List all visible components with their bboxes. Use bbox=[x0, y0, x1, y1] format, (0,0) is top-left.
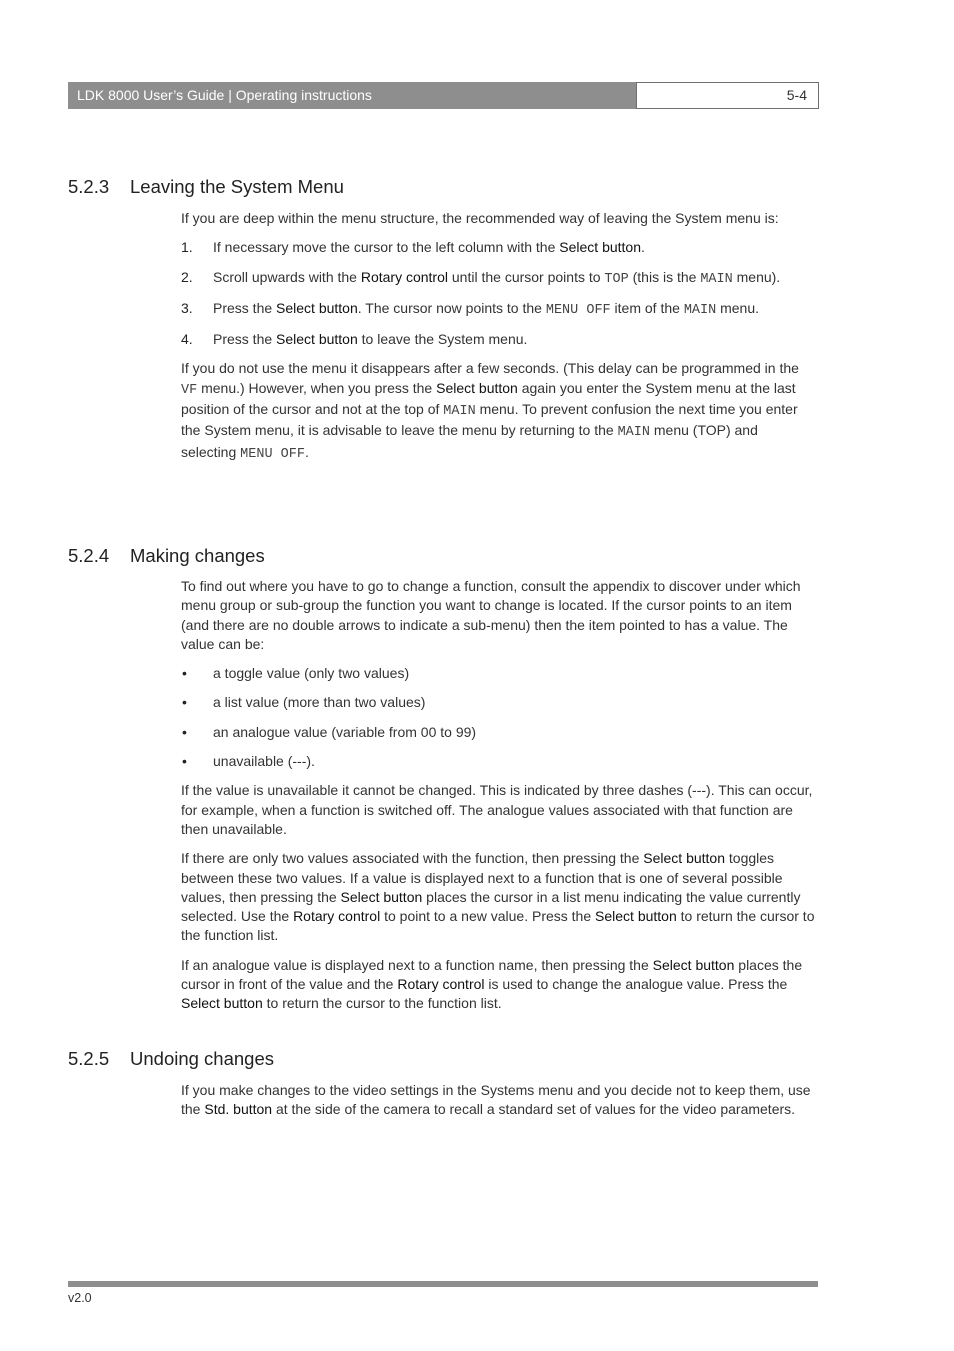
list-item bbox=[181, 693, 817, 712]
list-item-text: unavailable (---). bbox=[213, 753, 315, 770]
step-item bbox=[181, 299, 817, 320]
bullet-icon: • bbox=[182, 665, 187, 682]
step-number: 4. bbox=[181, 331, 193, 348]
control-name: Select button bbox=[276, 331, 358, 348]
value-types-list bbox=[181, 664, 817, 771]
body-paragraph: If there are only two values associated with the function, then pressing the Select button toggles between these two values. If a value is displayed next to a function that is one of several possible values, then pressing the Select button places the cursor in a list menu indicating the value currently selected. Use the Rotary control to point to a new value. Press the Select button to return the cursor to the function list. bbox=[181, 850, 815, 944]
control-name: Select button bbox=[595, 908, 677, 925]
section-title-leaving-system-menu bbox=[68, 176, 344, 198]
header-title-bar bbox=[68, 82, 636, 109]
step-item bbox=[181, 330, 817, 349]
menu-item-code: MENU OFF bbox=[240, 446, 305, 462]
section-title-making-changes bbox=[68, 545, 265, 567]
control-name: Select button bbox=[340, 888, 423, 905]
step-number: 2. bbox=[181, 268, 193, 285]
list-item bbox=[181, 752, 817, 771]
section-heading: Making changes bbox=[130, 545, 265, 566]
menu-item-code: MAIN bbox=[700, 271, 733, 287]
control-name: Rotary control bbox=[293, 908, 381, 925]
control-name: Select button bbox=[276, 299, 358, 316]
section-heading: Leaving the System Menu bbox=[130, 176, 344, 197]
section-body-making-changes bbox=[181, 577, 817, 1024]
control-name: Std. button bbox=[204, 1101, 273, 1118]
footer-rule bbox=[68, 1281, 818, 1287]
menu-item-code: VF bbox=[181, 382, 198, 398]
body-paragraph: If you make changes to the video settings in the Systems menu and you decide not to keep them, use the Std. button at the side of the camera to recall a standard set of values for the video parameters. bbox=[181, 1082, 811, 1118]
step-number: 3. bbox=[181, 299, 193, 316]
control-name: Select button bbox=[559, 239, 642, 256]
control-name: Select button bbox=[652, 956, 735, 973]
steps-list bbox=[181, 238, 817, 349]
step-item bbox=[181, 268, 817, 289]
bullet-icon: • bbox=[182, 694, 187, 711]
control-name: Select button bbox=[436, 379, 518, 396]
control-name: Rotary control bbox=[397, 976, 485, 993]
list-item-text: a toggle value (only two values) bbox=[213, 665, 410, 682]
intro-paragraph: If you are deep within the menu structure, the recommended way of leaving the System menu is: bbox=[181, 210, 779, 226]
menu-item-code: MENU OFF bbox=[545, 302, 611, 318]
body-paragraph: If you do not use the menu it disappears after a few seconds. (This delay can be programmed in the VF menu.) However, when you press the Select button again you enter the System menu at the last position of the cursor and not at the top of MAIN menu. To prevent confusion the next time you enter the System menu, it is advisable to leave the menu by returning to the MAIN menu (TOP) and selecting MENU OFF. bbox=[181, 360, 799, 462]
control-name: Select button bbox=[181, 995, 263, 1012]
menu-item-code: TOP bbox=[604, 271, 629, 287]
section-heading: Undoing changes bbox=[130, 1048, 274, 1069]
body-paragraph: If an analogue value is displayed next to a function name, then pressing the Select button places the cursor in front of the value and the Rotary control is used to change the analogue value. Press the Select button to return the cursor to the function list. bbox=[181, 956, 803, 1012]
section-number: 5.2.3 bbox=[68, 176, 110, 197]
list-item-text: an analogue value (variable from 00 to 99) bbox=[213, 723, 477, 740]
body-paragraph: If the value is unavailable it cannot be changed. This is indicated by three dashes (---). This can occur, for example, when a function is switched off. The analogue values associated with that function are then unavailable. bbox=[181, 782, 813, 837]
list-item-text: a list value (more than two values) bbox=[213, 694, 426, 711]
step-number: 1. bbox=[181, 239, 193, 256]
bullet-icon: • bbox=[182, 723, 187, 740]
page-number-box bbox=[636, 82, 819, 109]
step-text: If necessary move the cursor to the left column with the Select button. bbox=[213, 239, 645, 256]
footer-version: v2.0 bbox=[68, 1291, 92, 1305]
page-number: 5-4 bbox=[786, 87, 807, 103]
section-title-undoing-changes bbox=[68, 1048, 274, 1070]
step-text: Scroll upwards with the Rotary control until the cursor points to TOP (this is the MAIN menu). bbox=[213, 268, 781, 287]
section-body-undoing-changes bbox=[181, 1081, 817, 1130]
header-title: LDK 8000 User’s Guide | Operating instructions bbox=[77, 87, 372, 103]
list-item bbox=[181, 664, 817, 683]
list-item bbox=[181, 723, 817, 742]
control-name: Rotary control bbox=[360, 268, 448, 285]
menu-item-code: MAIN bbox=[617, 425, 650, 441]
menu-item-code: MAIN bbox=[683, 302, 717, 318]
intro-paragraph: To find out where you have to go to change a function, consult the appendix to discover under which menu group or sub-group the function you want to change is located. If the cursor points to an item (and there are no double arrows to indicate a sub-menu) then the item pointed to has a value. The value can be: bbox=[181, 578, 801, 652]
bullet-icon: • bbox=[182, 753, 187, 770]
section-number: 5.2.4 bbox=[68, 545, 110, 566]
step-text: Press the Select button. The cursor now points to the MENU OFF item of the MAIN menu. bbox=[213, 299, 760, 318]
step-text: Press the Select button to leave the System menu. bbox=[213, 331, 528, 348]
menu-item-code: MAIN bbox=[443, 404, 476, 420]
section-body-leaving-system-menu bbox=[181, 209, 817, 474]
control-name: Select button bbox=[643, 850, 726, 867]
section-number: 5.2.5 bbox=[68, 1048, 110, 1069]
step-item bbox=[181, 238, 817, 257]
